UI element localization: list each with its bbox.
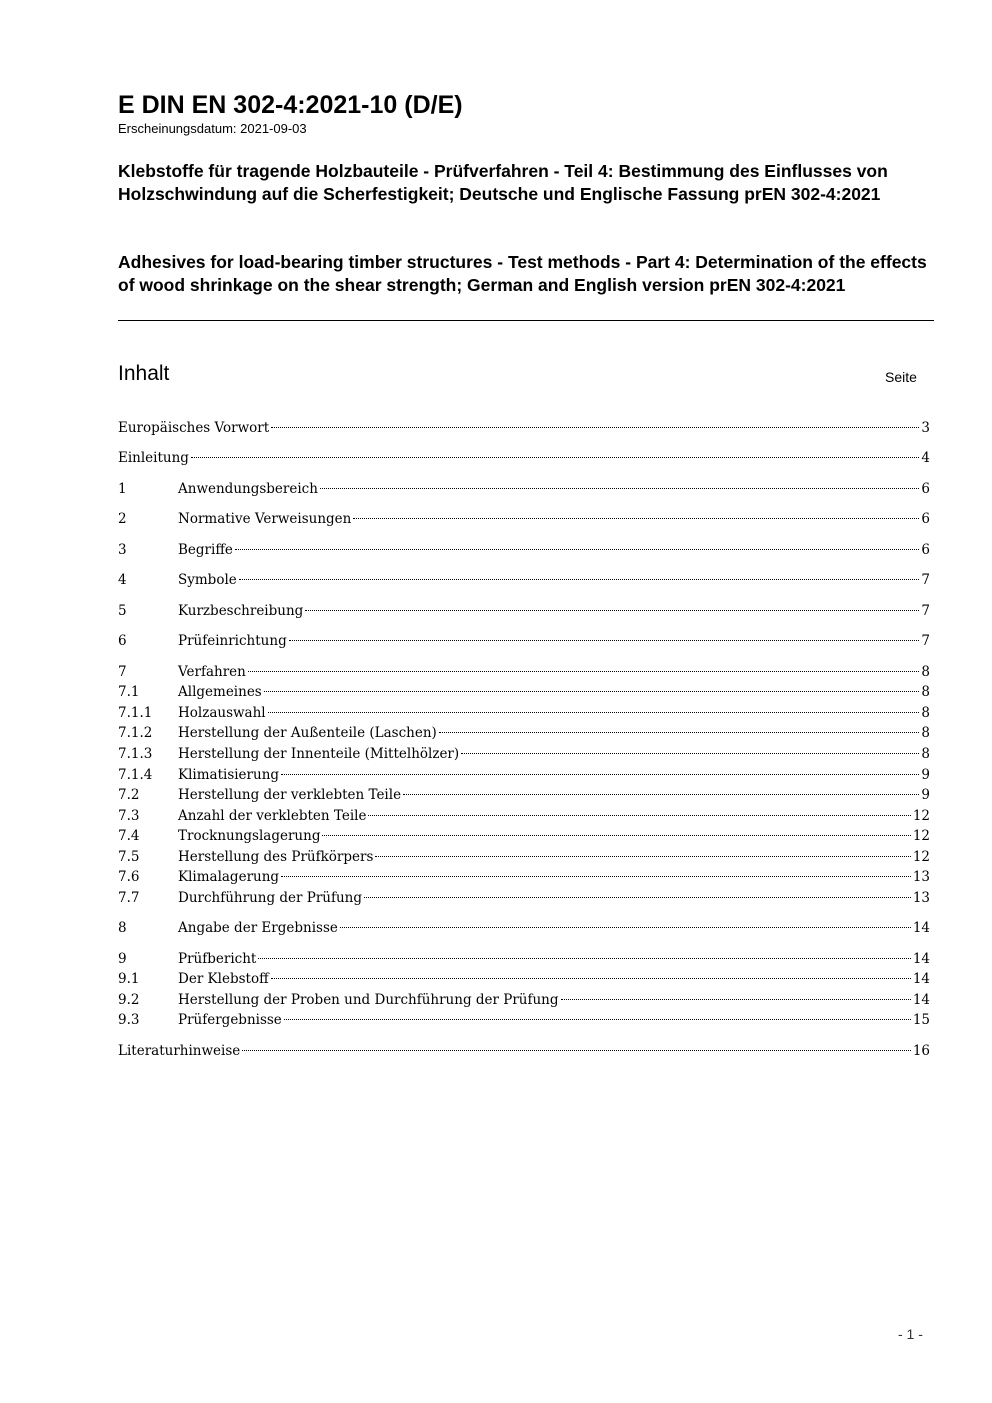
toc-entry-page: 8 — [921, 746, 930, 762]
toc-entry-number: 3 — [118, 542, 127, 558]
toc-entry-page: 3 — [921, 420, 930, 436]
toc-entry-title: Herstellung der Innenteile (Mittelhölzer) — [178, 746, 460, 762]
toc-entry-title: Normative Verweisungen — [178, 511, 352, 527]
toc-entry-number: 6 — [118, 633, 127, 649]
toc-entry-number: 9.1 — [118, 971, 140, 987]
toc-heading: Inhalt — [118, 362, 170, 385]
toc-entry-number: 7.4 — [118, 828, 140, 844]
toc-dot-leader — [461, 752, 919, 754]
toc-entry-number: 7.5 — [118, 849, 140, 865]
toc-entry[interactable] — [118, 601, 930, 621]
toc-dot-leader — [561, 998, 911, 1000]
toc-dot-leader — [340, 926, 911, 928]
toc-entry-title: Herstellung des Prüfkörpers — [178, 849, 374, 865]
toc-entry-page: 4 — [921, 450, 930, 466]
toc-entry[interactable] — [118, 479, 930, 499]
toc-dot-leader — [368, 814, 910, 816]
toc-entry-page: 12 — [912, 849, 930, 865]
toc-dot-leader — [305, 609, 919, 611]
toc-entry-page: 7 — [921, 572, 930, 588]
title-english: Adhesives for load-bearing timber structures - Test methods - Part 4: Determination of the effects of wood shrinkage on the shear strength; German and English version prEN 302-4:2021 — [118, 252, 927, 295]
toc-dot-leader — [320, 487, 919, 489]
toc-entry[interactable] — [118, 918, 930, 938]
toc-entry-number: 5 — [118, 603, 127, 619]
toc-dot-leader — [242, 1049, 911, 1051]
toc-entry-page: 12 — [912, 808, 930, 824]
header-divider — [118, 320, 934, 321]
toc-entry-title: Holzauswahl — [178, 705, 266, 721]
toc-dot-leader — [271, 977, 911, 979]
toc-entry-page: 14 — [912, 951, 930, 967]
toc-dot-leader — [191, 456, 919, 458]
toc-entry-title: Angabe der Ergebnisse — [178, 920, 338, 936]
toc-entry[interactable] — [118, 509, 930, 529]
toc-entry[interactable] — [118, 1041, 930, 1061]
toc-entry-title: Prüfeinrichtung — [178, 633, 287, 649]
toc-entry[interactable] — [118, 723, 930, 743]
toc-entry-title: Klimalagerung — [178, 869, 280, 885]
toc-entry[interactable] — [118, 765, 930, 785]
toc-entry-title: Einleitung — [118, 450, 189, 466]
toc-entry[interactable] — [118, 570, 930, 590]
toc-entry-page: 9 — [921, 787, 930, 803]
publication-date: Erscheinungsdatum: 2021-09-03 — [118, 121, 307, 136]
toc-dot-leader — [403, 793, 919, 795]
toc-dot-leader — [353, 517, 919, 519]
toc-entry[interactable] — [118, 847, 930, 867]
toc-entry-title: Herstellung der Proben und Durchführung der Prüfung — [178, 992, 559, 1008]
toc-entry-number: 9.3 — [118, 1012, 140, 1028]
toc-entry-page: 16 — [912, 1043, 930, 1059]
toc-entry-number: 1 — [118, 481, 127, 497]
toc-entry[interactable] — [118, 418, 930, 438]
toc-entry-number: 9.2 — [118, 992, 140, 1008]
toc-entry-number: 7.1.3 — [118, 746, 153, 762]
toc-dot-leader — [271, 426, 919, 428]
toc-entry-number: 7.6 — [118, 869, 140, 885]
toc-entry-title: Trocknungslagerung — [178, 828, 321, 844]
toc-entry-page: 6 — [921, 542, 930, 558]
toc-entry-number: 7.1.1 — [118, 705, 153, 721]
toc-entry[interactable] — [118, 682, 930, 702]
toc-dot-leader — [264, 690, 920, 692]
toc-entry-page: 14 — [912, 992, 930, 1008]
toc-dot-leader — [364, 896, 911, 898]
toc-entry-title: Begriffe — [178, 542, 233, 558]
title-german: Klebstoffe für tragende Holzbauteile - Prüfverfahren - Teil 4: Bestimmung des Einflusses von Holzschwindung auf die Scherfestigkeit; Deutsche und Englische Fassung prEN 302-4:2021 — [118, 161, 888, 204]
page-number: - 1 - — [898, 1326, 923, 1342]
toc-entry-page: 14 — [912, 920, 930, 936]
toc-entry-number: 8 — [118, 920, 127, 936]
toc-entry-title: Verfahren — [178, 664, 246, 680]
toc-entry[interactable] — [118, 949, 930, 969]
toc-entry[interactable] — [118, 448, 930, 468]
toc-entry-page: 9 — [921, 767, 930, 783]
toc-entry[interactable] — [118, 990, 930, 1010]
toc-dot-leader — [281, 875, 911, 877]
toc-entry[interactable] — [118, 744, 930, 764]
toc-dot-leader — [375, 855, 910, 857]
toc-entry[interactable] — [118, 631, 930, 651]
toc-entry-title: Europäisches Vorwort — [118, 420, 270, 436]
toc-dot-leader — [268, 711, 920, 713]
toc-entry-number: 7.2 — [118, 787, 140, 803]
toc-entry[interactable] — [118, 888, 930, 908]
toc-entry-page: 13 — [912, 890, 930, 906]
toc-entry-title: Herstellung der Außenteile (Laschen) — [178, 725, 437, 741]
toc-entry-page: 7 — [921, 603, 930, 619]
toc-entry[interactable] — [118, 969, 930, 989]
toc-entry-title: Prüfergebnisse — [178, 1012, 282, 1028]
toc-dot-leader — [235, 548, 920, 550]
toc-entry[interactable] — [118, 826, 930, 846]
toc-entry-page: 8 — [921, 725, 930, 741]
toc-entry-title: Kurzbeschreibung — [178, 603, 304, 619]
toc-entry[interactable] — [118, 703, 930, 723]
toc-entry-title: Anzahl der verklebten Teile — [178, 808, 367, 824]
toc-entry-title: Klimatisierung — [178, 767, 280, 783]
toc-entry[interactable] — [118, 806, 930, 826]
toc-entry-title: Der Klebstoff — [178, 971, 269, 987]
toc-entry-page: 15 — [912, 1012, 930, 1028]
toc-entry-page: 13 — [912, 869, 930, 885]
toc-entry[interactable] — [118, 785, 930, 805]
toc-entry-title: Symbole — [178, 572, 237, 588]
toc-dot-leader — [239, 578, 920, 580]
toc-entry-number: 7.1 — [118, 684, 140, 700]
toc-entry[interactable] — [118, 1010, 930, 1030]
toc-entry-title: Anwendungsbereich — [178, 481, 318, 497]
toc-dot-leader — [258, 957, 911, 959]
toc-entry[interactable] — [118, 540, 930, 560]
toc-dot-leader — [439, 731, 920, 733]
toc-entry-page: 8 — [921, 705, 930, 721]
toc-entry-number: 9 — [118, 951, 127, 967]
toc-entry-number: 7.3 — [118, 808, 140, 824]
toc-dot-leader — [322, 834, 910, 836]
toc-entry-number: 7 — [118, 664, 127, 680]
toc-entry-title: Allgemeines — [178, 684, 262, 700]
toc-entry-page: 8 — [921, 684, 930, 700]
toc-entry-page: 8 — [921, 664, 930, 680]
toc-entry-number: 2 — [118, 511, 127, 527]
toc-entry[interactable] — [118, 867, 930, 887]
toc-entry-page: 6 — [921, 511, 930, 527]
toc-entry-page: 6 — [921, 481, 930, 497]
toc-entry-number: 7.1.2 — [118, 725, 153, 741]
toc-dot-leader — [248, 670, 920, 672]
toc-entry-title: Herstellung der verklebten Teile — [178, 787, 402, 803]
toc-dot-leader — [284, 1018, 911, 1020]
document-id: E DIN EN 302-4:2021-10 (D/E) — [118, 91, 463, 119]
toc-entry-number: 7.7 — [118, 890, 140, 906]
toc-entry-title: Literaturhinweise — [118, 1043, 241, 1059]
toc-entry-number: 4 — [118, 572, 127, 588]
toc-page-column-label: Seite — [885, 369, 917, 385]
toc-dot-leader — [289, 639, 920, 641]
toc-entry-page: 14 — [912, 971, 930, 987]
toc-entry-number: 7.1.4 — [118, 767, 153, 783]
toc-entry-page: 7 — [921, 633, 930, 649]
toc-entry-title: Durchführung der Prüfung — [178, 890, 363, 906]
toc-entry-title: Prüfbericht — [178, 951, 257, 967]
toc-entry-page: 12 — [912, 828, 930, 844]
toc-entry[interactable] — [118, 662, 930, 682]
toc-dot-leader — [281, 773, 919, 775]
